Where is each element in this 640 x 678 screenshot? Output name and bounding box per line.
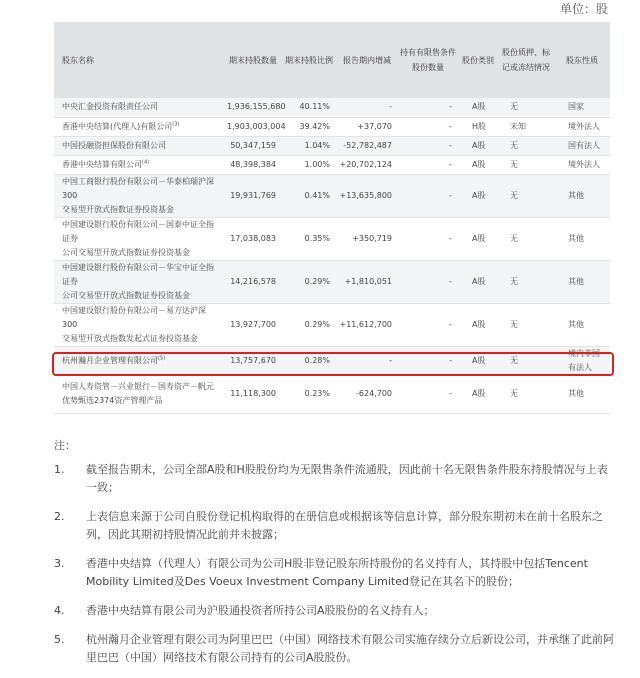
cell-name: 中央汇金投资有限责任公司	[62, 102, 158, 112]
note-item	[54, 602, 614, 620]
cell-ratio: 1.04%	[304, 140, 330, 150]
table-header-row	[54, 22, 610, 98]
note-item	[54, 631, 614, 667]
cell-nature: 其他	[568, 389, 584, 398]
cell-name: 杭州瀚月企业管理有限公司$^{(5)}$	[62, 354, 166, 365]
cell-type: H股	[472, 121, 487, 131]
note-number: 3.	[54, 557, 65, 570]
header-pledge: 股份质押、标记或冻结情况	[502, 48, 550, 72]
cell-type: A股	[472, 102, 486, 112]
cell-name: 中国建设银行股份有限公司－易方达沪深300 交易型开放式指数发起式证券投资基金	[62, 305, 206, 343]
cell-type: A股	[472, 355, 486, 365]
cell-change: +37,070	[357, 121, 392, 131]
cell-nature: 其他	[568, 233, 584, 243]
cell-restricted: -	[449, 121, 452, 131]
cell-nature: 境外法人	[568, 159, 600, 169]
cell-nature: 境外法人	[568, 121, 600, 131]
cell-change: +11,612,700	[339, 319, 392, 329]
cell-type: A股	[472, 233, 486, 243]
note-number: 1.	[54, 463, 65, 476]
cell-change: -52,782,487	[343, 140, 392, 150]
cell-ratio: 1.00%	[304, 159, 330, 169]
cell-nature: 境内非国有法人	[568, 348, 600, 372]
cell-change: +13,635,800	[339, 190, 392, 200]
notes-section	[54, 437, 614, 678]
note-ref: (4)	[142, 158, 150, 165]
cell-type: A股	[472, 389, 486, 398]
cell-restricted: -	[449, 355, 452, 365]
note-ref: (5)	[158, 354, 166, 361]
cell-name: 中国建设银行股份有限公司－华宝中证全指证券 公司交易型开放式指数证券投资基金	[62, 262, 214, 300]
cell-name: 香港中央结算(代理人)有限公司$^{(3)}$	[62, 120, 180, 131]
cell-shares: 14,216,578	[230, 276, 276, 286]
cell-shares: 17,038,083	[230, 233, 276, 243]
cell-nature: 国家	[568, 102, 584, 112]
shareholder-table-container	[54, 22, 610, 414]
cell-type: A股	[472, 140, 486, 150]
table-row	[54, 98, 610, 117]
note-text: 香港中央结算有限公司为沪股通投资者所持公司A股股份的名义持有人；	[86, 604, 435, 617]
cell-change: +350,719	[352, 233, 392, 243]
unit-label: 单位：股	[559, 2, 608, 16]
cell-name: 中国建设银行股份有限公司－国泰中证全指证券 公司交易型开放式指数证券投资基金	[62, 219, 214, 257]
table-row	[54, 217, 610, 260]
note-item	[54, 461, 614, 497]
cell-ratio: 0.41%	[304, 190, 330, 200]
cell-restricted: -	[449, 233, 452, 243]
table-row-highlighted	[54, 346, 610, 375]
cell-name: 中国工商银行股份有限公司－华泰柏瑞沪深300 交易型开放式指数证券投资基金	[62, 176, 214, 214]
table-row	[54, 174, 610, 217]
header-ratio: 期末持股比例	[285, 55, 333, 65]
cell-ratio: 0.29%	[304, 276, 330, 286]
shareholder-table	[54, 22, 610, 414]
cell-shares: 50,347,159	[230, 140, 276, 150]
cell-restricted: -	[449, 190, 452, 200]
header-restricted: 持有有限售条件股份数量	[400, 48, 456, 72]
cell-pledge: 无	[510, 140, 518, 150]
header-nature: 股东性质	[566, 55, 598, 65]
cell-ratio: 40.11%	[299, 102, 330, 112]
cell-pledge: 无	[510, 355, 518, 365]
notes-title: 注：	[54, 439, 76, 452]
note-text: 香港中央结算（代理人）有限公司为公司H股非登记股东所持股份的名义持有人，其持股中包括Tencent Mobility Limited及Des Voeux Investment Company Limited登记在其名下的股份；	[86, 557, 588, 588]
cell-pledge: 未知	[510, 121, 526, 131]
table-row	[54, 260, 610, 303]
note-number: 4.	[54, 604, 65, 617]
cell-shares: 1,936,155,680	[227, 102, 286, 112]
note-item	[54, 508, 614, 544]
cell-type: A股	[472, 190, 486, 200]
cell-restricted: -	[449, 389, 452, 398]
cell-pledge: 无	[510, 276, 518, 286]
cell-ratio: 0.35%	[304, 233, 330, 243]
cell-name: 中国人寿资管－兴业银行－国寿资产－帆元 优势甄选2374资产管理产品	[62, 382, 214, 405]
cell-ratio: 0.28%	[304, 355, 330, 365]
cell-shares: 13,927,700	[230, 319, 276, 329]
header-type: 股份类别	[462, 55, 494, 65]
note-text: 杭州瀚月企业管理有限公司为阿里巴巴（中国）网络技术有限公司实施存续分立后新设公司，并承继了此前阿里巴巴（中国）网络技术有限公司持有的公司A股股份。	[86, 633, 614, 664]
cell-pledge: 无	[510, 389, 518, 398]
cell-shares: 1,903,003,004	[227, 121, 286, 131]
cell-shares: 19,931,769	[230, 190, 276, 200]
note-text: 截至报告期末，公司全部A股和H股股份均为无限售条件流通股，因此前十名无限售条件股东持股情况与上表一致；	[86, 463, 608, 494]
cell-ratio: 39.42%	[299, 121, 330, 131]
cell-ratio: 0.23%	[304, 389, 330, 398]
cell-type: A股	[472, 319, 486, 329]
cell-pledge: 无	[510, 319, 518, 329]
table-row	[54, 136, 610, 155]
table-row	[54, 155, 610, 174]
cell-restricted: -	[449, 140, 452, 150]
note-item	[54, 555, 614, 591]
cell-ratio: 0.29%	[304, 319, 330, 329]
cell-shares: 48,398,384	[230, 159, 276, 169]
cell-change: +20,702,124	[339, 159, 392, 169]
cell-nature: 其他	[568, 276, 584, 286]
cell-restricted: -	[449, 102, 452, 112]
table-row	[54, 375, 610, 413]
note-number: 2.	[54, 510, 65, 523]
table-row	[54, 117, 610, 136]
note-ref: (3)	[172, 120, 180, 127]
note-number: 5.	[54, 633, 65, 646]
cell-nature: 国有法人	[568, 140, 600, 150]
cell-shares: 11,118,300	[230, 389, 276, 398]
cell-shares: 13,757,670	[230, 355, 276, 365]
cell-nature: 其他	[568, 319, 584, 329]
header-end-shares: 期末持股数量	[229, 55, 277, 65]
cell-nature: 其他	[568, 190, 584, 200]
cell-restricted: -	[449, 276, 452, 286]
cell-change: +1,810,051	[344, 276, 392, 286]
cell-pledge: 无	[510, 102, 518, 112]
table-row	[54, 303, 610, 346]
cell-pledge: 无	[510, 233, 518, 243]
header-change: 报告期内增减	[343, 55, 391, 65]
cell-restricted: -	[449, 159, 452, 169]
header-name: 股东名称	[62, 55, 94, 65]
cell-type: A股	[472, 159, 486, 169]
cell-restricted: -	[449, 319, 452, 329]
note-text: 上表信息来源于公司自股份登记机构取得的在册信息或根据该等信息计算，部分股东期初未在前十名股东之列，因此其期初持股情况此前并未披露；	[86, 510, 603, 541]
cell-pledge: 无	[510, 159, 518, 169]
cell-change: -	[389, 355, 392, 365]
cell-pledge: 无	[510, 190, 518, 200]
cell-name: 中国投融资担保股份有限公司	[62, 140, 166, 150]
cell-change: -624,700	[356, 389, 392, 398]
cell-change: -	[389, 102, 392, 112]
cell-name: 香港中央结算有限公司$^{(4)}$	[62, 158, 150, 169]
cell-type: A股	[472, 276, 486, 286]
